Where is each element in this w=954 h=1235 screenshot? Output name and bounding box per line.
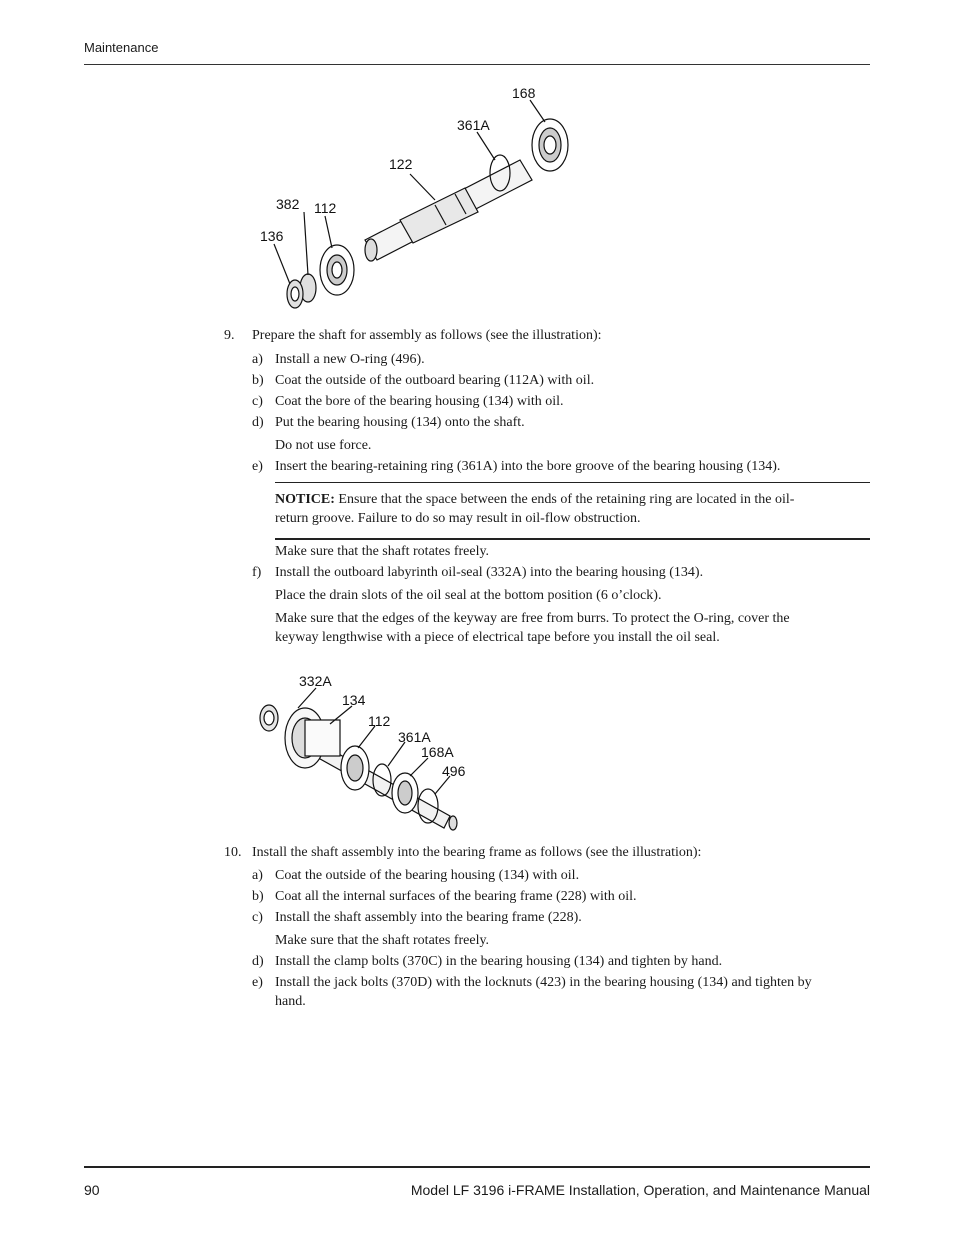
callout-382: 382 xyxy=(276,196,300,212)
callout-361a-fig2: 361A xyxy=(398,729,431,745)
step-9f-note-1: Place the drain slots of the oil seal at the bottom position (6 o’clock). xyxy=(275,588,662,603)
callout-332a: 332A xyxy=(299,673,332,689)
step-10-intro: Install the shaft assembly into the bearing frame as follows (see the illustration): xyxy=(252,845,702,860)
notice-line-2: return groove. Failure to do so may result in oil-flow obstruction. xyxy=(275,511,641,526)
callout-122: 122 xyxy=(389,156,413,172)
step-10d-letter: d) xyxy=(252,954,264,969)
notice-label: NOTICE: xyxy=(275,492,335,507)
step-9f-note-2a: Make sure that the edges of the keyway are free from burrs. To protect the O-ring, cover the xyxy=(275,611,790,626)
step-9-number: 9. xyxy=(224,328,235,343)
step-9e-note: Make sure that the shaft rotates freely. xyxy=(275,544,490,559)
step-9e-letter: e) xyxy=(252,459,263,474)
step-10e-letter: e) xyxy=(252,975,263,990)
step-9d-text: Put the bearing housing (134) onto the shaft. xyxy=(275,415,525,430)
callout-112: 112 xyxy=(314,200,337,216)
step-9b-letter: b) xyxy=(252,373,264,388)
page-number: 90 xyxy=(84,1182,100,1198)
step-10a-letter: a) xyxy=(252,868,263,883)
callout-361a: 361A xyxy=(457,117,490,133)
callout-168: 168 xyxy=(512,85,536,101)
callout-112-fig2: 112 xyxy=(368,713,391,729)
notice-line-1 xyxy=(275,491,794,509)
step-10d-text: Install the clamp bolts (370C) in the bearing housing (134) and tighten by hand. xyxy=(275,954,723,969)
header-divider xyxy=(84,64,870,65)
step-9c-letter: c) xyxy=(252,394,263,409)
step-9e-text: Insert the bearing-retaining ring (361A) into the bore groove of the bearing housing (134). xyxy=(275,459,781,474)
step-10c-note: Make sure that the shaft rotates freely. xyxy=(275,933,490,948)
notice-bottom-rule xyxy=(275,538,870,540)
step-9a-text: Install a new O-ring (496). xyxy=(275,352,425,367)
step-9a-letter: a) xyxy=(252,352,263,367)
step-10e-text-2: hand. xyxy=(275,994,306,1009)
step-10a-text: Coat the outside of the bearing housing (134) with oil. xyxy=(275,868,580,883)
running-header: Maintenance xyxy=(84,40,159,55)
step-10-number: 10. xyxy=(224,845,242,860)
step-10c-text: Install the shaft assembly into the bearing frame (228). xyxy=(275,910,582,925)
notice-text-1: Ensure that the space between the ends of the retaining ring are located in the oil- xyxy=(334,492,795,507)
step-10b-text: Coat all the internal surfaces of the bearing frame (228) with oil. xyxy=(275,889,637,904)
step-10e-text-1: Install the jack bolts (370D) with the locknuts (423) in the bearing housing (134) and tighten by xyxy=(275,975,812,990)
step-9d-note: Do not use force. xyxy=(275,438,372,453)
callout-134: 134 xyxy=(342,692,366,708)
callout-168a: 168A xyxy=(421,744,454,760)
step-9b-text: Coat the outside of the outboard bearing (112A) with oil. xyxy=(275,373,595,388)
step-10b-letter: b) xyxy=(252,889,264,904)
footer-divider xyxy=(84,1166,870,1168)
step-9f-note-2b: keyway lengthwise with a piece of electrical tape before you install the oil seal. xyxy=(275,630,720,645)
step-10c-letter: c) xyxy=(252,910,263,925)
step-9d-letter: d) xyxy=(252,415,264,430)
step-9f-text: Install the outboard labyrinth oil-seal (332A) into the bearing housing (134). xyxy=(275,565,704,580)
shaft-bearing-illustration xyxy=(250,80,600,320)
notice-top-rule xyxy=(275,482,870,483)
step-9-intro: Prepare the shaft for assembly as follows (see the illustration): xyxy=(252,328,602,343)
step-9c-text: Coat the bore of the bearing housing (134) with oil. xyxy=(275,394,564,409)
manual-title: Model LF 3196 i-FRAME Installation, Operation, and Maintenance Manual xyxy=(410,1182,870,1198)
callout-136: 136 xyxy=(260,228,284,244)
step-9f-letter: f) xyxy=(252,565,262,580)
callout-496: 496 xyxy=(442,763,466,779)
housing-assembly-illustration xyxy=(250,668,490,838)
